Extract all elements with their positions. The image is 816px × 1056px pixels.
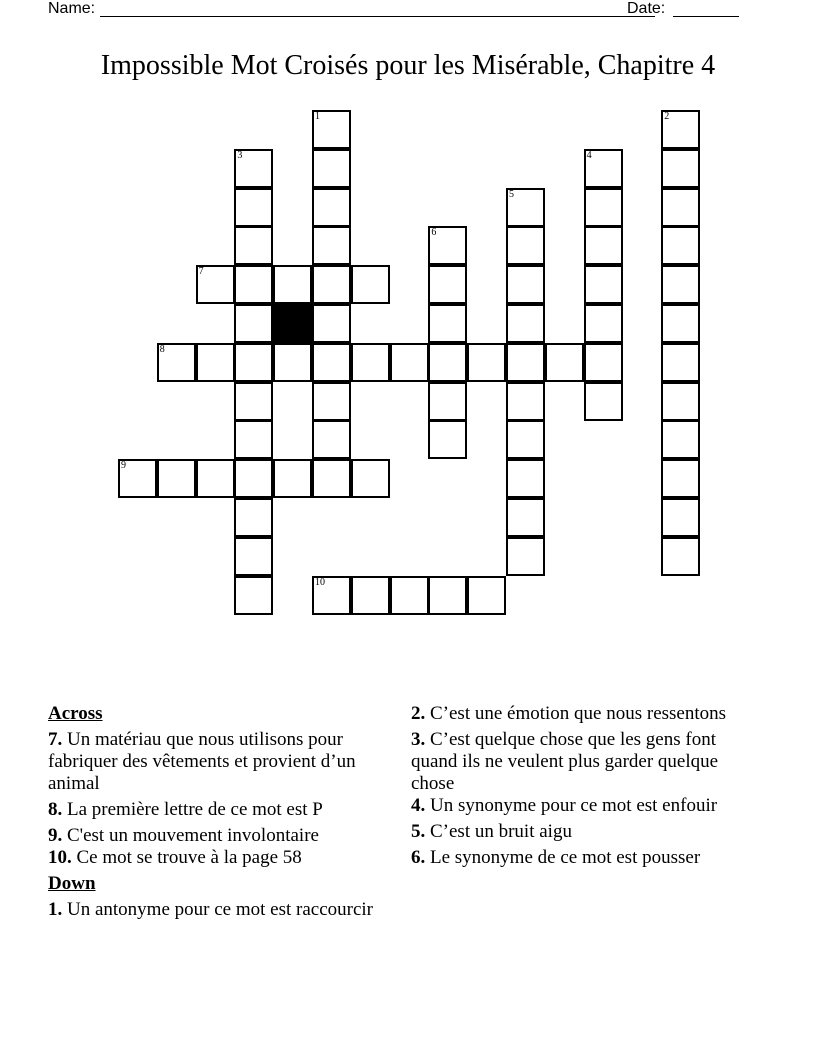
clue-number-label: 4 — [586, 149, 592, 161]
grid-cell[interactable] — [428, 343, 467, 382]
clue-number: 2. — [411, 703, 426, 724]
grid-cell[interactable] — [584, 226, 623, 265]
clue-number: 7. — [48, 729, 63, 750]
clue-number: 1. — [48, 899, 63, 920]
clue-text: Le synonyme de ce mot est pousser — [430, 847, 701, 868]
grid-cell[interactable] — [661, 459, 700, 498]
grid-cell[interactable] — [234, 343, 273, 382]
grid-cell[interactable] — [661, 110, 700, 149]
grid-cell[interactable] — [506, 226, 545, 265]
grid-cell[interactable] — [506, 343, 545, 382]
clue-number: 4. — [411, 795, 426, 816]
clue-text: Un matériau que nous utilisons pour fabriquer des vêtements et provient d’un animal — [48, 729, 356, 794]
clue-number: 10. — [48, 847, 72, 868]
grid-cell[interactable] — [196, 343, 235, 382]
clue-text: C’est un bruit aigu — [430, 821, 572, 842]
clue-down-1 — [48, 899, 388, 921]
clue-text: Ce mot se trouve à la page 58 — [76, 847, 302, 868]
grid-cell[interactable] — [273, 343, 312, 382]
clue-number: 9. — [48, 825, 63, 846]
clue-down-2 — [411, 703, 761, 725]
clue-number-label: 1 — [315, 111, 320, 122]
grid-cell[interactable] — [661, 188, 700, 227]
grid-cell[interactable] — [661, 420, 700, 459]
grid-cell[interactable] — [196, 459, 235, 498]
clue-number-label: 3 — [237, 149, 243, 161]
grid-cell[interactable] — [661, 265, 700, 304]
grid-cell[interactable] — [118, 459, 157, 498]
page-title: Impossible Mot Croisés pour les Misérable, Chapitre 4 — [100, 50, 716, 81]
grid-cell[interactable] — [234, 265, 273, 304]
clue-number-label: 8 — [159, 343, 165, 355]
grid-cell[interactable] — [661, 498, 700, 537]
grid-cell[interactable] — [312, 149, 351, 188]
grid-cell[interactable] — [312, 343, 351, 382]
grid-cell[interactable] — [506, 537, 545, 576]
down-heading: Down — [48, 873, 96, 894]
name-label: Name: — [48, 0, 96, 17]
clue-across-9 — [48, 825, 388, 847]
clue-number-label: 5 — [509, 188, 514, 200]
grid-cell[interactable] — [584, 343, 623, 382]
grid-cell[interactable] — [351, 459, 390, 498]
grid-cell[interactable] — [273, 265, 312, 304]
clue-text: La première lettre de ce mot est P — [67, 799, 323, 820]
grid-cell[interactable] — [506, 498, 545, 537]
black-cell — [273, 304, 312, 343]
grid-cell[interactable] — [428, 420, 467, 459]
grid-cell[interactable] — [506, 188, 545, 227]
clue-number-label: 9 — [121, 460, 126, 472]
grid-cell[interactable] — [428, 265, 467, 304]
grid-cell[interactable] — [506, 459, 545, 498]
grid-cell[interactable] — [545, 343, 584, 382]
grid-cell[interactable] — [584, 265, 623, 304]
clue-number: 8. — [48, 799, 63, 820]
grid-cell[interactable] — [196, 265, 235, 304]
date-label: Date: — [627, 0, 666, 17]
grid-cell[interactable] — [584, 149, 623, 188]
grid-cell[interactable] — [467, 576, 506, 615]
grid-cell[interactable] — [312, 304, 351, 343]
grid-cell[interactable] — [506, 265, 545, 304]
clue-number-label: 2 — [664, 111, 670, 122]
grid-cell[interactable] — [351, 343, 390, 382]
grid-cell[interactable] — [661, 226, 700, 265]
clue-text: C'est un mouvement involontaire — [67, 825, 319, 846]
grid-cell[interactable] — [312, 382, 351, 421]
across-heading: Across — [48, 703, 103, 724]
grid-cell[interactable] — [312, 188, 351, 227]
grid-cell[interactable] — [506, 382, 545, 421]
grid-cell[interactable] — [312, 110, 351, 149]
grid-cell[interactable] — [428, 576, 467, 615]
clue-across-8 — [48, 799, 388, 821]
grid-cell[interactable] — [428, 226, 467, 265]
grid-cell[interactable] — [428, 382, 467, 421]
grid-cell[interactable] — [312, 420, 351, 459]
grid-cell[interactable] — [312, 226, 351, 265]
clues-column-right — [411, 703, 761, 873]
clue-number-label: 10 — [315, 576, 325, 588]
grid-cell[interactable] — [234, 304, 273, 343]
grid-cell[interactable] — [506, 420, 545, 459]
grid-cell[interactable] — [506, 304, 545, 343]
clue-text: C’est quelque chose que les gens font quand ils ne veulent plus garder quelque chose — [411, 729, 719, 794]
clue-down-3 — [411, 729, 761, 795]
grid-cell[interactable] — [312, 265, 351, 304]
grid-cell[interactable] — [234, 226, 273, 265]
grid-cell[interactable] — [312, 576, 351, 615]
grid-cell[interactable] — [390, 576, 429, 615]
clue-number: 3. — [411, 729, 426, 750]
grid-cell[interactable] — [661, 304, 700, 343]
clue-text: Un synonyme pour ce mot est enfouir — [430, 795, 718, 816]
clue-number: 6. — [411, 847, 426, 868]
grid-cell[interactable] — [234, 382, 273, 421]
grid-cell[interactable] — [584, 188, 623, 227]
grid-cell[interactable] — [234, 149, 273, 188]
grid-cell[interactable] — [390, 343, 429, 382]
grid-cell[interactable] — [157, 459, 196, 498]
clue-down-6 — [411, 847, 761, 869]
grid-cell[interactable] — [661, 343, 700, 382]
grid-cell[interactable] — [428, 304, 467, 343]
grid-cell[interactable] — [584, 382, 623, 421]
clue-text: C’est une émotion que nous ressentons — [430, 703, 727, 724]
grid-cell[interactable] — [661, 382, 700, 421]
grid-cell[interactable] — [234, 498, 273, 537]
grid-cell[interactable] — [234, 188, 273, 227]
grid-cell[interactable] — [584, 304, 623, 343]
clue-number: 5. — [411, 821, 426, 842]
grid-cell[interactable] — [351, 576, 390, 615]
grid-cell[interactable] — [351, 265, 390, 304]
clue-number-label: 6 — [431, 227, 437, 239]
clue-across-7 — [48, 729, 388, 795]
clue-down-5 — [411, 821, 761, 843]
grid-cell[interactable] — [234, 459, 273, 498]
grid-cell[interactable] — [661, 537, 700, 576]
clue-text: Un antonyme pour ce mot est raccourcir — [67, 899, 373, 920]
grid-cell[interactable] — [234, 420, 273, 459]
clue-number-label: 7 — [198, 266, 204, 278]
grid-cell[interactable] — [312, 459, 351, 498]
clues-column-left — [48, 703, 388, 925]
grid-cell[interactable] — [467, 343, 506, 382]
grid-cell[interactable] — [234, 576, 273, 615]
grid-cell[interactable] — [157, 343, 196, 382]
grid-cell[interactable] — [661, 149, 700, 188]
clue-across-10 — [48, 847, 388, 869]
grid-cell[interactable] — [273, 459, 312, 498]
grid-cell[interactable] — [234, 537, 273, 576]
clue-down-4 — [411, 795, 761, 817]
